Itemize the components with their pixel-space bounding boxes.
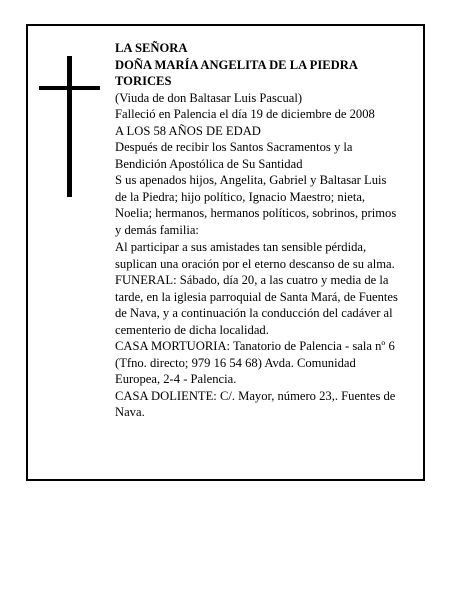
request-line: Al participar a sus amistades tan sensible pérdida, bbox=[115, 240, 367, 254]
home-line: Nava. bbox=[115, 405, 145, 419]
family-line: y demás familia: bbox=[115, 222, 199, 237]
funeral-line: cementerio de dicha localidad. bbox=[115, 322, 269, 337]
family-line: de la Piedra; hijo político, Ignacio Maestro; nieta, bbox=[115, 189, 366, 204]
cross-icon bbox=[67, 56, 72, 197]
obituary-notice bbox=[26, 24, 425, 481]
home-line: CASA DOLIENTE: C/. Mayor, número 23,. Fuentes de bbox=[115, 388, 396, 403]
sacraments-line: Después de recibir los Santos Sacramentos y la bbox=[115, 140, 353, 154]
notice-text bbox=[115, 40, 417, 421]
deceased-name-continued: TORICES bbox=[115, 74, 172, 88]
deceased-name: DOÑA MARÍA ANGELITA DE LA PIEDRA bbox=[115, 57, 358, 72]
funeral-line: tarde, en la iglesia parroquial de Santa Mará, de Fuentes bbox=[115, 289, 398, 304]
cross-icon-bar bbox=[39, 86, 100, 90]
age-line: A LOS 58 AÑOS DE EDAD bbox=[115, 123, 261, 138]
sacraments-line: Bendición Apostólica de Su Santidad bbox=[115, 156, 303, 171]
request-line: suplican una oración por el eterno descanso de su alma. bbox=[115, 256, 395, 271]
death-line: Falleció en Palencia el día 19 de diciembre de 2008 bbox=[115, 107, 375, 121]
family-line: S us apenados hijos, Angelita, Gabriel y Baltasar Luis bbox=[115, 173, 387, 187]
mortuary-line: CASA MORTUORIA: Tanatorio de Palencia - sala nº 6 bbox=[115, 339, 395, 353]
title-line: LA SEÑORA bbox=[115, 41, 188, 55]
funeral-line: de Nava, y a continuación la conducción del cadáver al bbox=[115, 306, 393, 320]
family-line: Noelia; hermanos, hermanos políticos, sobrinos, primos bbox=[115, 206, 397, 220]
mortuary-line: (Tfno. directo; 979 16 54 68) Avda. Comunidad bbox=[115, 355, 356, 370]
mortuary-line: Europea, 2-4 - Palencia. bbox=[115, 372, 237, 386]
funeral-line: FUNERAL: Sábado, día 20, a las cuatro y media de la bbox=[115, 273, 389, 287]
widow-line: (Viuda de don Baltasar Luis Pascual) bbox=[115, 90, 303, 105]
